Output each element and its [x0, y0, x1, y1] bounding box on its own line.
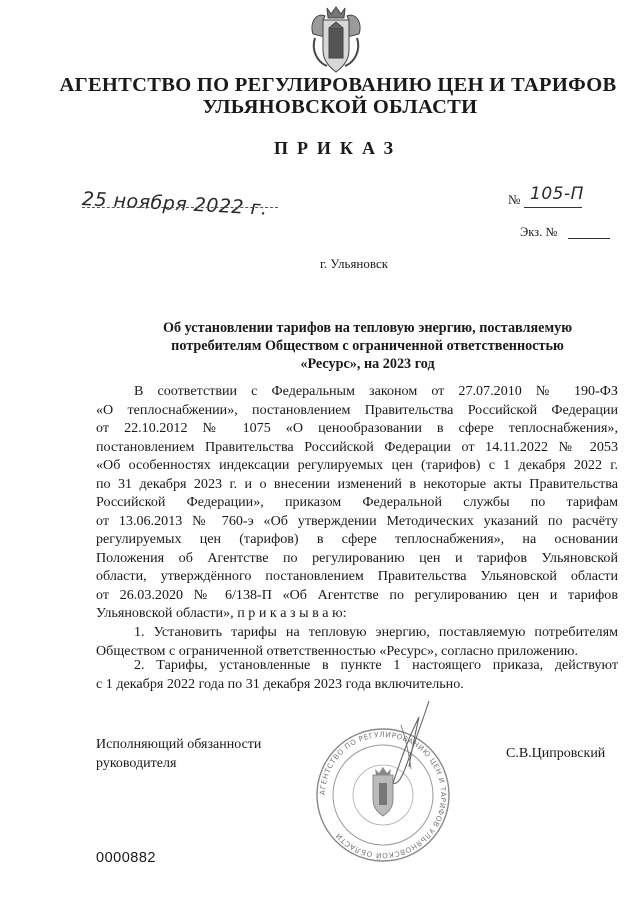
clause-2: [96, 656, 618, 693]
copy-number-label: Экз. №: [520, 225, 558, 239]
text-line: с 1 декабря 2022 года по 31 декабря 2023 года включительно.: [96, 675, 464, 692]
agency-name-line2: УЛЬЯНОВСКОЙ ОБЛАСТИ: [202, 96, 478, 118]
role-line: Исполняющий обязанности: [96, 737, 262, 752]
city: г. Ульяновск: [319, 256, 389, 271]
title-line: Об установлении тарифов на тепловую энергию, поставляемую: [162, 320, 573, 336]
copy-number-line: [568, 238, 610, 239]
text-line: «О теплоснабжении», постановлением Правительства Российской Федерации: [96, 401, 618, 418]
signatory-role: [96, 736, 261, 773]
document-serial-number: 0000882: [96, 850, 156, 866]
text-line: Российской Федерации», приказом Федеральной службы по тарифам: [96, 494, 618, 510]
text-line: от 22.10.2012 № 1075 «О ценообразовании в сфере теплоснабжения»,: [96, 420, 618, 436]
text-line: регулируемых цен (тарифов) в сфере теплоснабжения», на основании: [96, 531, 618, 547]
seal-emblem-icon: [373, 767, 393, 816]
text-line: Обществом с ограниченной ответственностью «Ресурс», согласно приложению.: [96, 642, 578, 659]
handwritten-date: 25 ноября 2022 г.: [81, 188, 269, 220]
text-line: от 26.03.2020 № 6/138-П «Об Агентстве по регулированию цен и тарифов: [96, 586, 618, 603]
signatory-name: С.В.Ципровский: [506, 746, 606, 761]
text-line: по 31 декабря 2023 г. и о внесении изменений в некоторые акты Правительства: [96, 475, 618, 492]
text-line: 2. Тарифы, установленные в пункте 1 настоящего приказа, действуют: [134, 657, 618, 673]
number-label: №: [508, 192, 521, 207]
order-title: [95, 320, 640, 373]
text-line: постановлением Правительства Российской Федерации от 14.11.2022 № 2053: [96, 438, 618, 455]
text-line: Ульяновской области», п р и к а з ы в а ю:: [96, 605, 347, 621]
document-type: ПРИКАЗ: [273, 138, 403, 158]
text-line: В соответствии с Федеральным законом от 27.07.2010 № 190-ФЗ: [134, 383, 618, 399]
official-seal-and-signature: [309, 695, 457, 865]
text-line: от 13.06.2013 № 760-э «Об утверждении Методических указаний по расчёту: [96, 512, 618, 529]
agency-name-line1: АГЕНТСТВО ПО РЕГУЛИРОВАНИЮ ЦЕН И ТАРИФОВ: [59, 74, 617, 96]
text-line: Положения об Агентстве по регулированию цен и тарифов Ульяновской: [96, 549, 618, 566]
number-underline: [524, 207, 582, 208]
text-line: области, утверждённого постановлением Правительства Ульяновской области: [96, 568, 618, 584]
role-line: руководителя: [96, 755, 177, 771]
preamble-paragraph: [96, 382, 618, 623]
text-line: 1. Установить тарифы на тепловую энергию, поставляемую потребителям: [134, 624, 618, 640]
svg-text:АГЕНТСТВО ПО РЕГУЛИРОВАНИЮ ЦЕН: АГЕНТСТВО ПО РЕГУЛИРОВАНИЮ ЦЕН И ТАРИФОВ УЛЬЯНОВСКОЙ ОБЛАСТИ: [317, 729, 449, 861]
title-line: «Ресурс», на 2023 год: [300, 355, 435, 372]
clause-1: [96, 623, 618, 660]
coat-of-arms-icon: [307, 4, 365, 76]
title-line: потребителям Обществом с ограниченной ответственностью: [171, 337, 564, 354]
handwritten-number: 105-П: [530, 184, 584, 204]
text-line: «Об особенностях индексации регулируемых цен (тарифов) с 1 декабря 2022 г.: [96, 457, 618, 473]
date-underline: [82, 207, 278, 208]
